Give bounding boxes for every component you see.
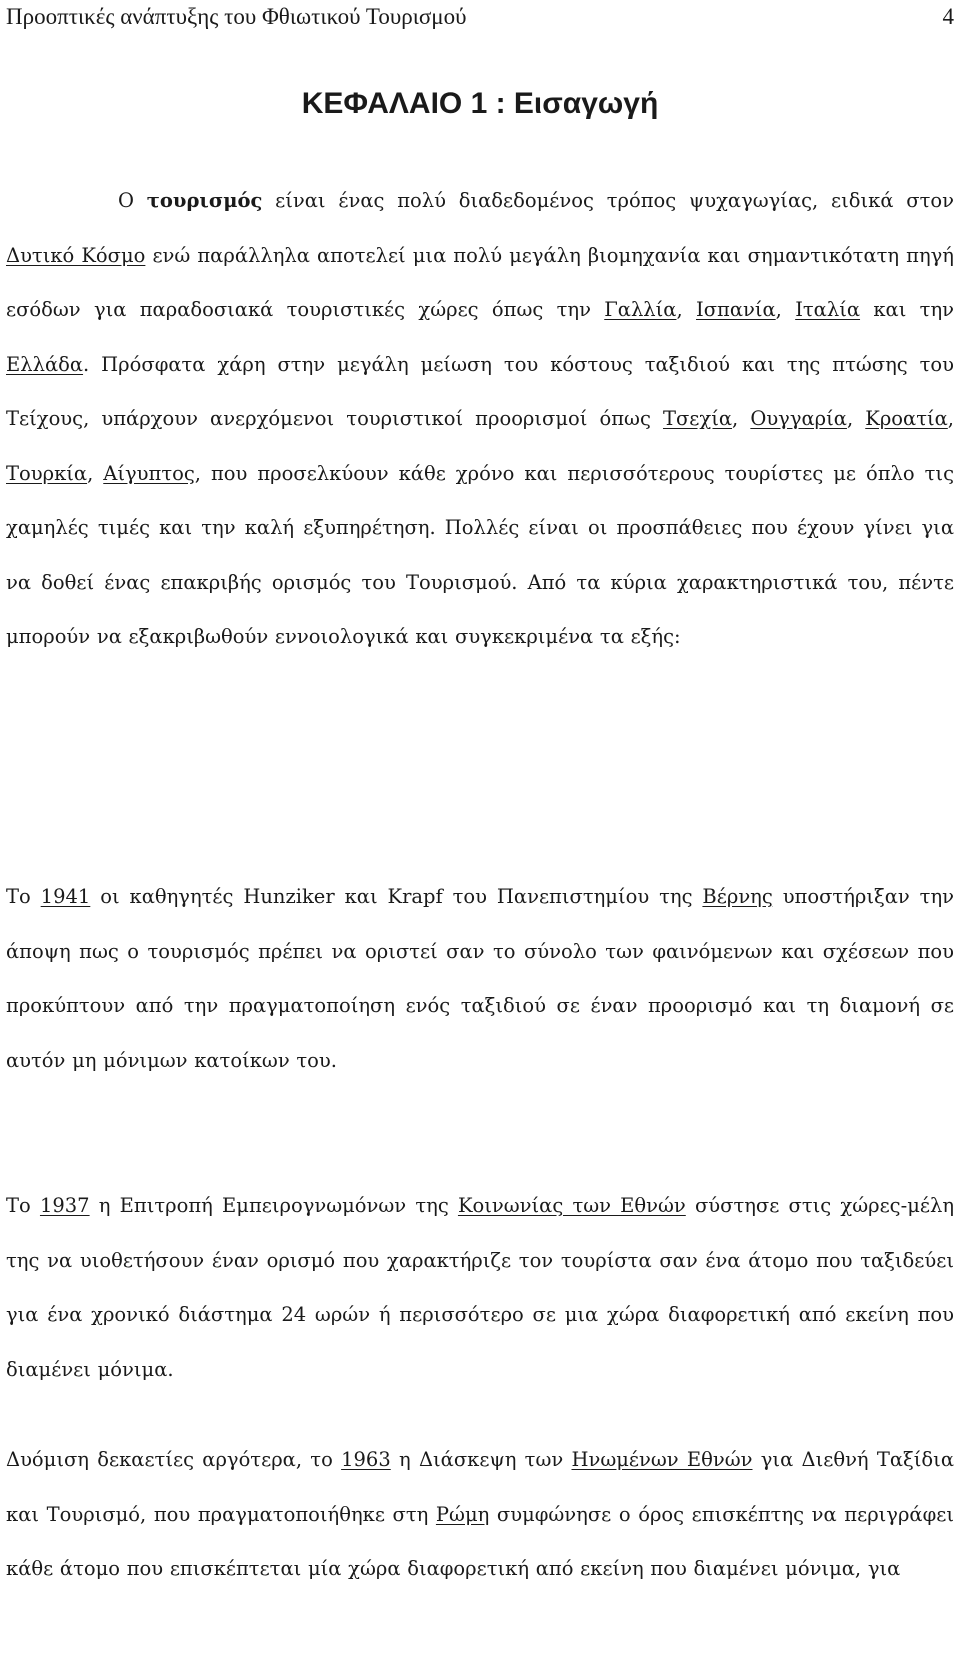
text-run: οι καθηγητές Hunziker και Krapf του Πανεπιστημίου της [90,885,703,908]
link-ellada[interactable]: Ελλάδα [6,352,84,376]
link-tsechia[interactable]: Τσεχία [662,407,733,430]
link-1941[interactable]: 1941 [40,885,91,908]
paragraph-1937-definition [6,1179,954,1397]
link-koinonia-ethnon[interactable]: Κοινωνίας των Εθνών [457,1194,686,1217]
text-run: συμφώνησε ο όρος επισκέπτης να περιγράφει κάθε άτομο που επισκέπτεται μία χώρα διαφορετική από εκείνη που διαμένει μόνιμα, για [6,1502,954,1580]
text-run: Δυόμιση δεκαετίες αργότερα, το [6,1448,342,1471]
link-oungaria[interactable]: Ουγγαρία [750,407,847,430]
link-gallia[interactable]: Γαλλία [604,298,677,321]
running-header [6,2,954,32]
text-run: η Επιτροπή Εμπειρογνωμόνων της [89,1194,458,1217]
page-number: 4 [942,4,954,29]
text-run: , που προσελκύουν κάθε χρόνο και περισσότερους τουρίστες με όπλο τις χαμηλές τιμές και την καλή εξυπηρέτηση. Πολλές είναι οι προσπάθειες που έχουν γίνει για να δοθεί ένας επακριβής ορισμός του Τουρισμού. Από τα κύρια χαρακτηριστικά του, πέντε μπορούν να εξακριβωθούν εννοιολογικά και συγκεκριμένα τα εξής: [6,461,954,648]
paragraph-intro [6,174,954,665]
text-run: η Διάσκεψη των [390,1448,572,1471]
link-1963[interactable]: 1963 [341,1448,391,1471]
text-run: σύστησε στις χώρες-μέλη της να υιοθετήσουν έναν ορισμό που χαρακτήριζε τον τουρίστα σαν ένα άτομο που ταξιδεύει για ένα χρονικό διάστημα 24 ωρών ή περισσότερο σε μια χώρα διαφορετική από εκείνη που διαμένει μόνιμα. [6,1194,955,1381]
link-1937[interactable]: 1937 [39,1194,90,1217]
link-italia[interactable]: Ιταλία [795,298,861,321]
link-romi[interactable]: Ρώμη [435,1502,490,1526]
paragraph-1963-definition [6,1433,954,1597]
text-run: , [87,461,104,485]
text-run: είναι ένας πολύ διαδεδομένος τρόπος ψυχαγωγίας, ειδικά στον [262,189,954,212]
text-run: ενώ παράλληλα αποτελεί μια πολύ μεγάλη βιομηχανία και σημαντικότατη πηγή εσόδων για παραδοσιακά τουριστικές χώρες όπως την [6,243,954,321]
text-run: για Διεθνή Ταξίδια και Τουρισμό, που πραγματοποιήθηκε στη [6,1448,954,1526]
text-run: Ο [118,189,147,212]
text-run: , [775,298,796,321]
chapter-title: ΚΕΦΑΛΑΙΟ 1 : Εισαγωγή [301,87,659,120]
link-ispania[interactable]: Ισπανία [696,298,776,321]
link-kroatia[interactable]: Κροατία [865,407,948,430]
link-vernis[interactable]: Βέρνης [702,885,773,908]
text-run: , [947,407,954,430]
link-tourkia[interactable]: Τουρκία [6,461,88,485]
text-run: , [846,407,866,430]
link-aigyptos[interactable]: Αίγυπτος [103,461,195,485]
term-tourismos: τουρισμός [146,189,263,212]
text-run: Το [6,885,41,908]
text-run: υποστήριξαν την άποψη πως ο τουρισμός πρέπει να οριστεί σαν το σύνολο των φαινόμενων και σχέσεων που προκύπτουν από την πραγματοποίηση ενός ταξιδιού σε έναν προορισμό και τη διαμονή σε αυτόν μη μόνιμων κατοίκων του. [6,885,954,1072]
text-run: και την [860,298,954,321]
link-inomena-ethni[interactable]: Ηνωμένων Εθνών [571,1448,753,1471]
text-run: Το [6,1194,40,1217]
paragraph-1941-definition [6,870,954,1088]
link-dytiko-kosmo[interactable]: Δυτικό Κόσμο [6,243,146,267]
text-run: , [732,407,751,430]
text-run: . Πρόσφατα χάρη στην μεγάλη μείωση του κόστους ταξιδιού και της πτώσης του Τείχους, υπάρχουν ανερχόμενοι τουριστικοί προορισμοί όπως [6,352,954,430]
text-run: , [676,298,696,321]
header-title: Προοπτικές ανάπτυξης του Φθιωτικού Τουρισμού [6,4,467,29]
